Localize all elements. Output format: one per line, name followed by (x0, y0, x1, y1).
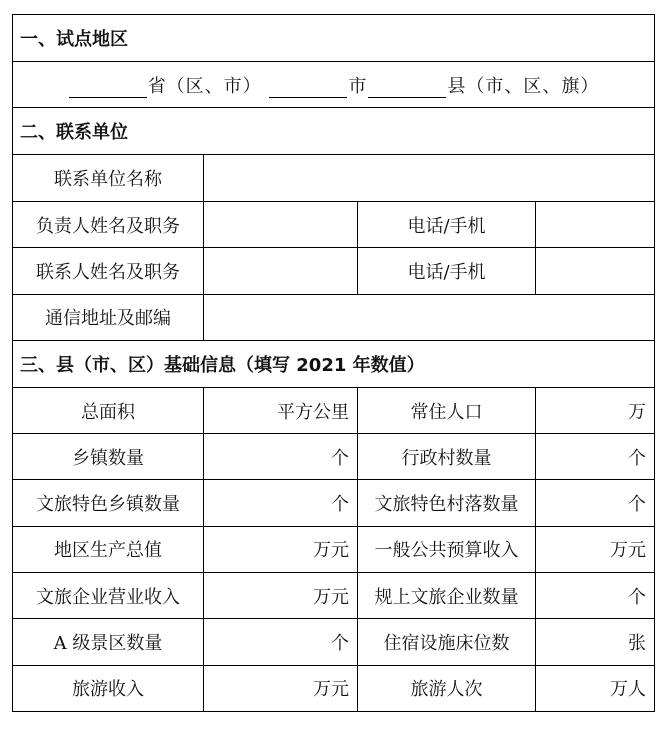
tourist-visits-label: 旅游人次 (358, 665, 536, 711)
large-enterprise-field[interactable]: 个 (536, 573, 655, 619)
unit-name-label: 联系单位名称 (13, 155, 204, 202)
location-line (13, 62, 655, 108)
contact-phone-label: 电话/手机 (358, 248, 536, 294)
city-blank[interactable] (269, 79, 347, 98)
section-2-title: 二、联系单位 (13, 108, 655, 155)
unit-name-field[interactable] (204, 155, 655, 202)
head-phone-field[interactable] (536, 202, 655, 248)
a-level-scenic-label: A 级景区数量 (13, 619, 204, 665)
address-field[interactable] (204, 294, 655, 340)
total-area-label: 总面积 (13, 387, 204, 433)
beds-label: 住宿设施床位数 (358, 619, 536, 665)
contact-label: 联系人姓名及职务 (13, 248, 204, 294)
population-label: 常住人口 (358, 387, 536, 433)
enterprise-revenue-label: 文旅企业营业收入 (13, 573, 204, 619)
large-enterprise-label: 规上文旅企业数量 (358, 573, 536, 619)
application-form-table (12, 14, 655, 712)
feature-village-label: 文旅特色村落数量 (358, 480, 536, 526)
total-area-field[interactable]: 平方公里 (204, 387, 358, 433)
county-suffix: 县（市、区、旗） (447, 75, 600, 97)
address-label: 通信地址及邮编 (13, 294, 204, 340)
feature-village-field[interactable]: 个 (536, 480, 655, 526)
gdp-label: 地区生产总值 (13, 526, 204, 572)
section-1-title: 一、试点地区 (13, 15, 655, 62)
enterprise-revenue-field[interactable]: 万元 (204, 573, 358, 619)
tourism-income-field[interactable]: 万元 (204, 665, 358, 711)
tourism-income-label: 旅游收入 (13, 665, 204, 711)
contact-field[interactable] (204, 248, 358, 294)
budget-revenue-field[interactable]: 万元 (536, 526, 655, 572)
head-phone-label: 电话/手机 (358, 202, 536, 248)
city-suffix: 市 (348, 75, 368, 97)
township-count-label: 乡镇数量 (13, 434, 204, 480)
contact-phone-field[interactable] (536, 248, 655, 294)
feature-township-field[interactable]: 个 (204, 480, 358, 526)
beds-field[interactable]: 张 (536, 619, 655, 665)
village-count-field[interactable]: 个 (536, 434, 655, 480)
a-level-scenic-field[interactable]: 个 (204, 619, 358, 665)
population-field[interactable]: 万 (536, 387, 655, 433)
head-label: 负责人姓名及职务 (13, 202, 204, 248)
village-count-label: 行政村数量 (358, 434, 536, 480)
head-field[interactable] (204, 202, 358, 248)
budget-revenue-label: 一般公共预算收入 (358, 526, 536, 572)
province-suffix: 省（区、市） (147, 75, 262, 97)
township-count-field[interactable]: 个 (204, 434, 358, 480)
section-3-title: 三、县（市、区）基础信息（填写 2021 年数值） (13, 340, 655, 387)
gdp-field[interactable]: 万元 (204, 526, 358, 572)
tourist-visits-field[interactable]: 万人 (536, 665, 655, 711)
feature-township-label: 文旅特色乡镇数量 (13, 480, 204, 526)
province-blank[interactable] (69, 79, 147, 98)
county-blank[interactable] (368, 79, 446, 98)
